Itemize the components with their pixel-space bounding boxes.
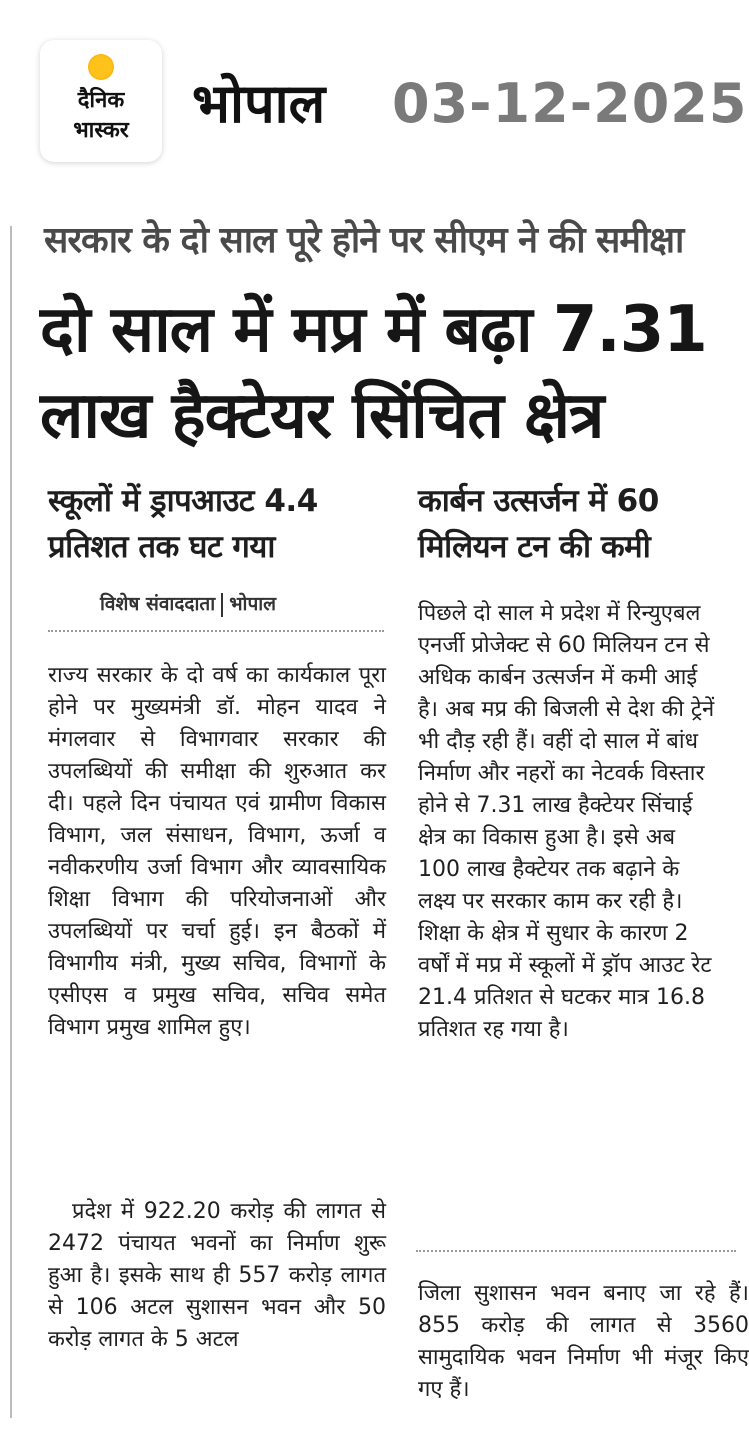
left-subhead-line2: प्रतिशत तक घट गया (48, 529, 275, 565)
column-rule (10, 226, 12, 1418)
bottom-margin (0, 1418, 749, 1452)
sun-icon (88, 54, 114, 80)
dotted-divider-right (416, 1250, 736, 1252)
left-paragraph-1: राज्य सरकार के दो वर्ष का कार्यकाल पूरा होने पर मुख्यमंत्री डॉ. मोहन यादव ने मंगलवार से विभागवार सरकार की उपलब्धियों की समीक्षा की शुरुआत कर दी। पहले दिन पंचायत एवं ग्रामीण विकास विभाग, जल संसाधन, विभाग, ऊर्जा व नवीकरणीय उर्जा विभाग और व्यावसायिक शिक्षा विभाग की परियोजनाओं और उपलब्धियों पर चर्चा हुई। इन बैठकों में विभागीय मंत्री, मुख्य सचिव, विभागों के एसीएस व प्रमुख सचिव, सचिव समेत विभाग प्रमुख शामिल हुए। (48, 663, 386, 1040)
dotted-divider-left (48, 630, 384, 632)
left-subhead (48, 478, 318, 570)
kicker: सरकार के दो साल पूरे होने पर सीएम ने की समीक्षा (44, 220, 684, 261)
right-paragraph-1: पिछले दो साल मे प्रदेश में रिन्युएबल एनर्जी प्रोजेक्ट से 60 मिलियन टन से अधिक कार्बन उत्सर्जन में कमी आई है। अब मप्र की बिजली से देश की ट्रेनें भी दौड़ रही हैं। वहीं दो साल में बांध निर्माण और नहरों का नेटवर्क विस्तार होने से 7.31 लाख हैक्टेयर सिंचाई क्षेत्र का विकास हुआ है। इसे अब 100 लाख हैक्टेयर तक बढ़ाने के लक्ष्य पर सरकार काम कर रही है। शिक्षा के क्षेत्र में सुधार के कारण 2 वर्षों में मप्र में स्कूलों में ड्रॉप आउट रेट 21.4 प्रतिशत से घटकर मात्र 16.8 प्रतिशत रह गया है। (418, 601, 715, 1042)
byline (100, 590, 276, 617)
logo-text-line2: भास्कर (73, 118, 129, 143)
logo-text-line1: दैनिक (77, 88, 125, 113)
left-subhead-line1: स्कूलों में ड्रापआउट 4.4 (48, 483, 318, 519)
edition-city: भोपाल (192, 72, 326, 135)
right-paragraph-2: जिला सुशासन भवन बनाए जा रहे हैं। 855 करोड़ की लागत से 3560 सामुदायिक भवन निर्माण भी मंजूर किए गए हैं। (418, 1281, 749, 1402)
right-subhead-line2: मिलियन टन की कमी (418, 529, 651, 565)
byline-author: विशेष संवाददाता (100, 593, 216, 615)
byline-place: भोपाल (229, 593, 277, 615)
edition-date: 03-12-2025 (392, 72, 748, 135)
right-subhead-line1: कार्बन उत्सर्जन में 60 (418, 483, 659, 519)
headline-line2: लाख हैक्टेयर सिंचित क्षेत्र (40, 379, 604, 453)
headline-line1: दो साल में मप्र में बढ़ा 7.31 (40, 293, 707, 367)
right-subhead (418, 478, 659, 570)
left-paragraph-2: प्रदेश में 922.20 करोड़ की लागत से 2472 पंचायत भवनों का निर्माण शुरू हुआ है। इसके साथ ही 557 करोड़ लागत से 106 अटल सुशासन भवन और 50 करोड़ लागत के 5 अटल (48, 1199, 386, 1352)
dainik-bhaskar-logo (40, 40, 162, 162)
byline-divider (221, 593, 223, 617)
